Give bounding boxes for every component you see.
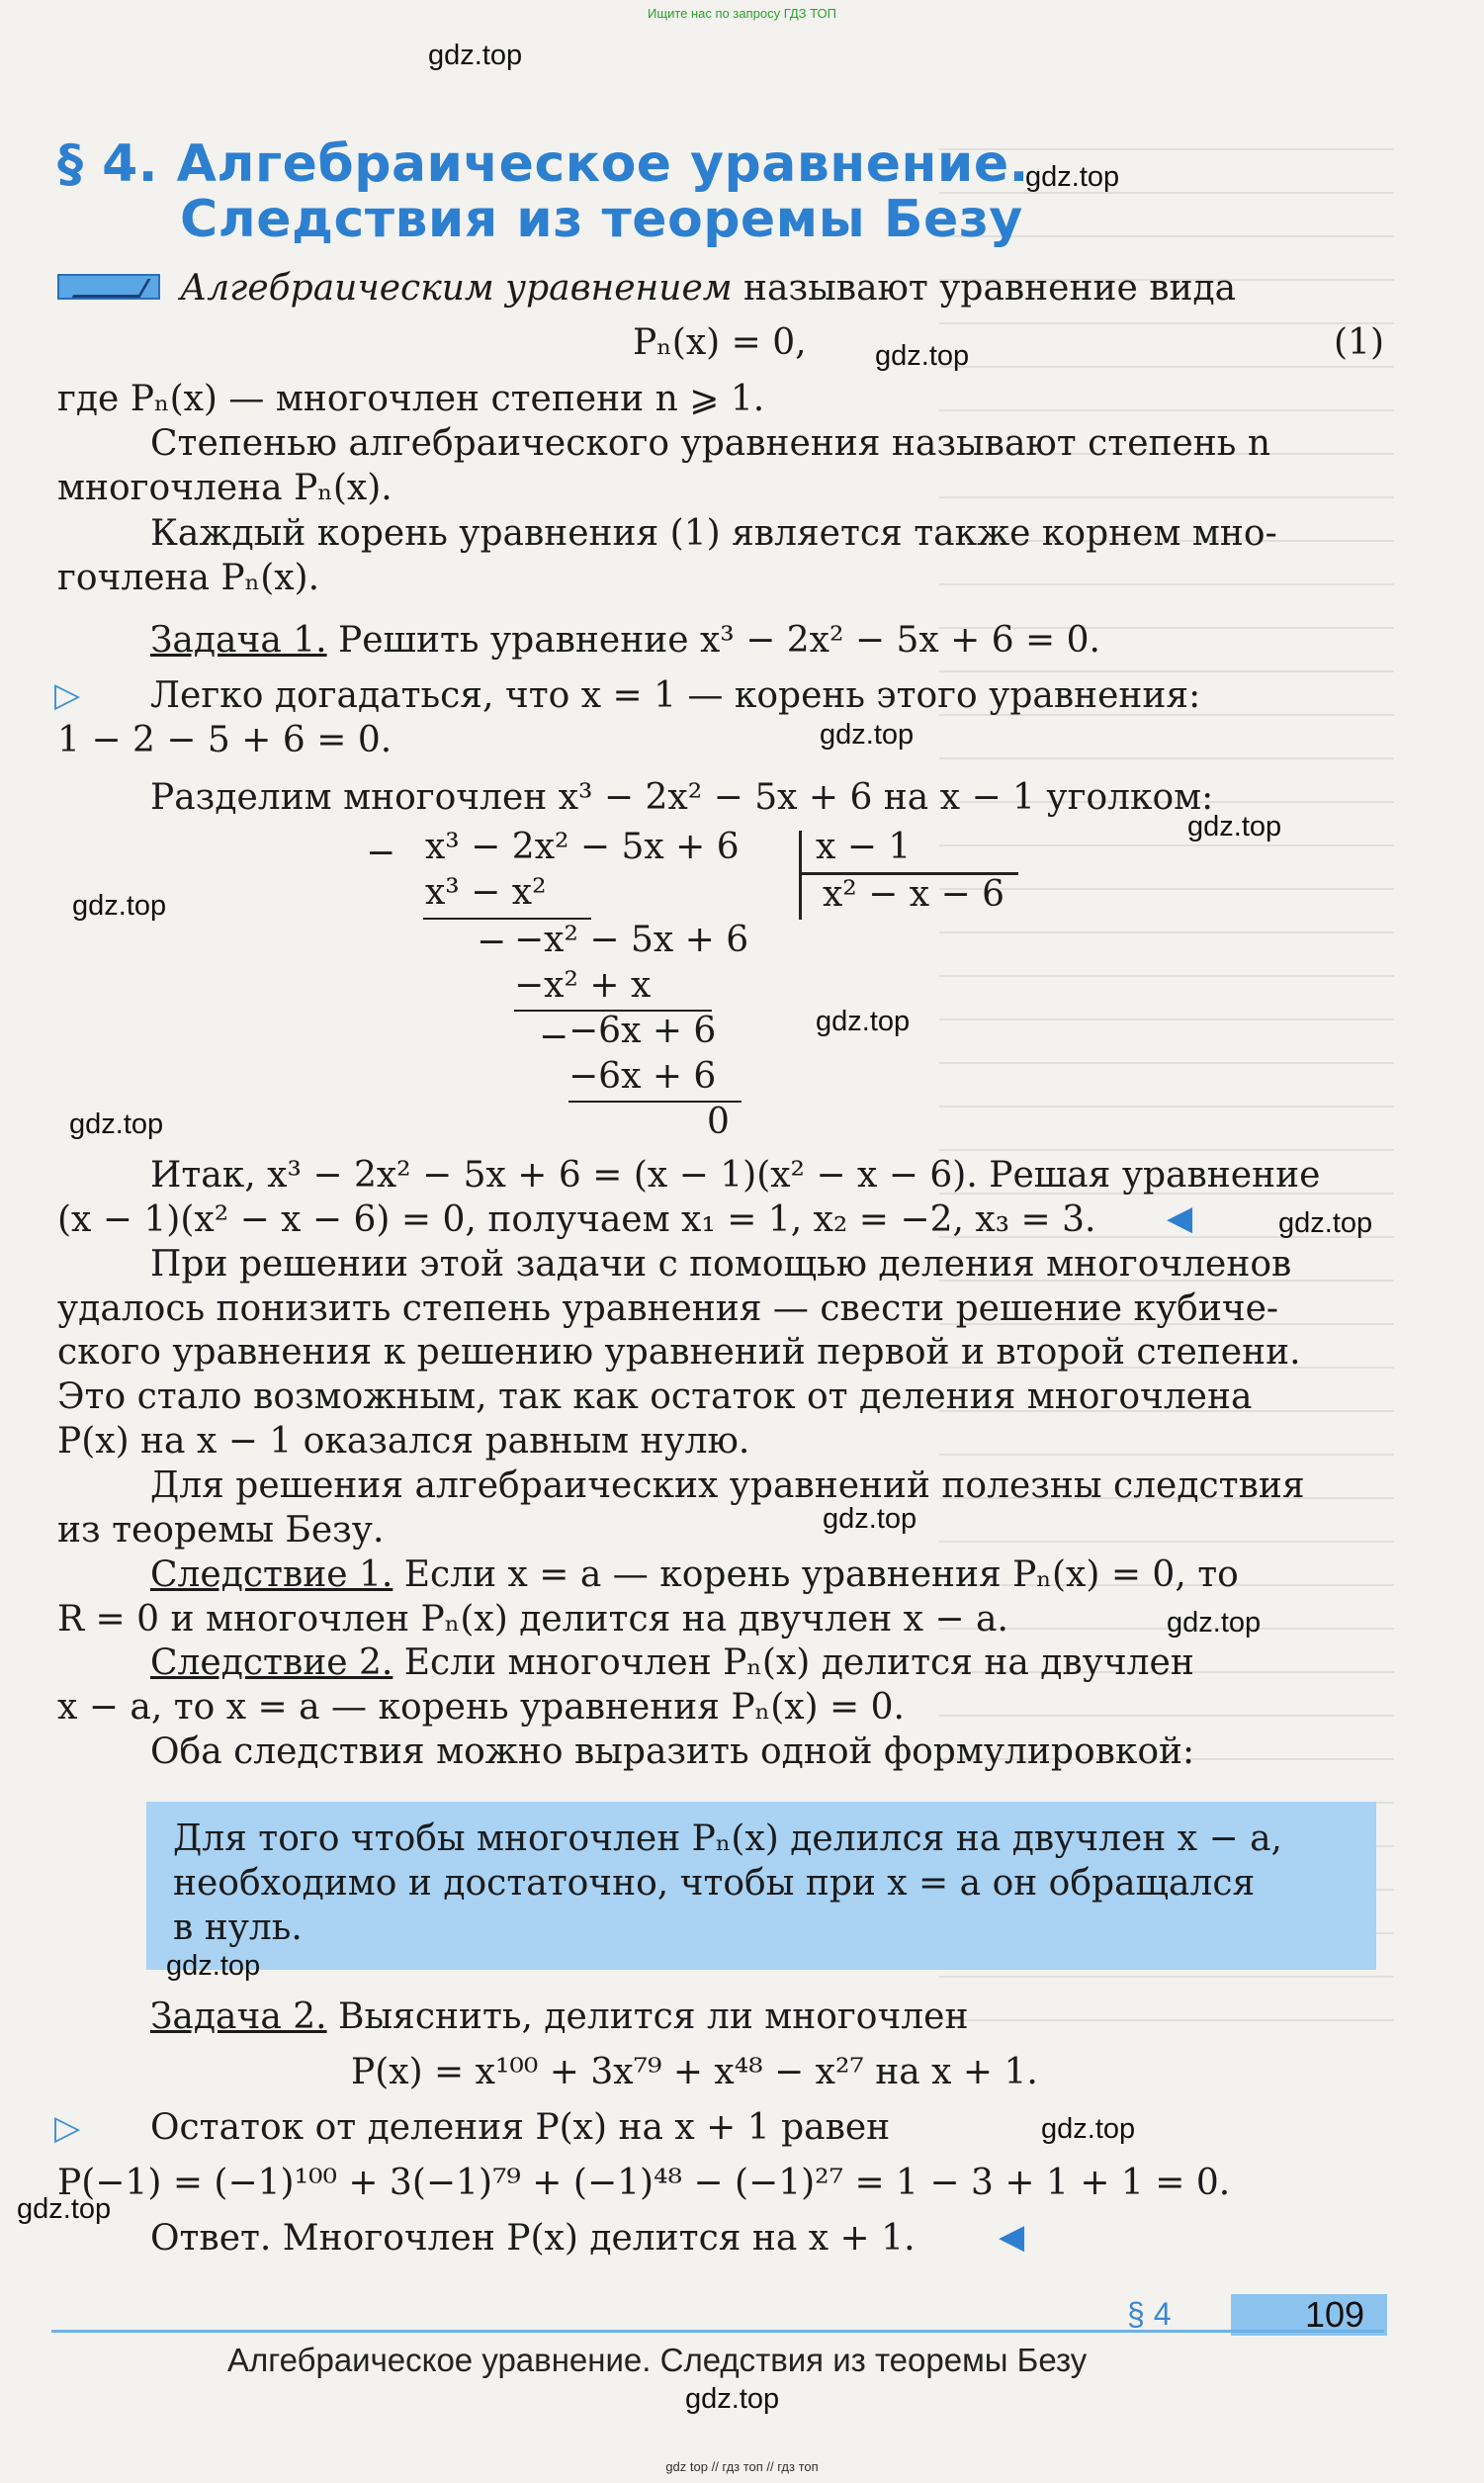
division-remainder-1: −x² − 5x + 6	[514, 920, 749, 960]
watermark: gdz.top	[816, 1006, 911, 1037]
division-minus-1: −	[366, 833, 396, 873]
watermark: gdz.top	[428, 40, 523, 71]
definition-rest: называют уравнение вида	[732, 268, 1237, 309]
paragraph-line-4: Это стало возможным, так как остаток от деления многочлена	[57, 1376, 1253, 1417]
watermark: gdz.top	[17, 2193, 112, 2225]
division-divisor: x − 1	[816, 827, 912, 867]
division-step-1: x³ − x²	[425, 872, 547, 913]
consequences-line-2: из теоремы Безу.	[57, 1510, 385, 1551]
watermark: gdz.top	[69, 1108, 164, 1140]
solution-2-start-marker: ▷	[54, 2108, 81, 2148]
corollary-1	[150, 1553, 1384, 1597]
highlight-line-2: необходимо и достаточно, чтобы при x = a он обращался	[173, 1863, 1256, 1904]
equation-1: Pₙ(x) = 0,	[633, 322, 807, 363]
both-corollaries-line: Оба следствия можно выразить одной формулировкой:	[150, 1731, 1195, 1772]
watermark: gdz.top	[1167, 1607, 1262, 1639]
page-title	[57, 136, 1029, 247]
solution-start-marker: ▷	[54, 675, 81, 715]
guess-line-2: 1 − 2 − 5 + 6 = 0.	[57, 720, 393, 760]
watermark: gdz.top	[685, 2383, 780, 2415]
paragraph-line-5: P(x) на x − 1 оказался равным нулю.	[57, 1421, 750, 1462]
where-line: где Pₙ(x) — многочлен степени n ⩾ 1.	[57, 379, 765, 419]
page-number: 109	[1305, 2294, 1365, 2335]
solution-2-end-marker: ◀	[999, 2217, 1025, 2257]
watermark: gdz.top	[166, 1950, 261, 1982]
watermark: gdz.top	[1187, 811, 1282, 842]
consequences-line-1: Для решения алгебраических уравнений полезны следствия	[150, 1465, 1305, 1506]
division-minus-3: −	[539, 1017, 569, 1057]
bottom-watermark-note: gdz top // гдз топ // гдз топ	[665, 2459, 819, 2474]
corollary-1-label: Следствие 1.	[150, 1554, 393, 1595]
paragraph-line-2: удалось понизить степень уравнения — свести решение кубиче-	[57, 1288, 1279, 1329]
division-step-2: −x² + x	[514, 965, 652, 1006]
section-number: § 4.	[57, 134, 159, 194]
task-2-label: Задача 2.	[150, 1996, 327, 2037]
remainder-line-2: P(−1) = (−1)¹⁰⁰ + 3(−1)⁷⁹ + (−1)⁴⁸ − (−1)²⁷ = 1 − 3 + 1 + 1 = 0.	[57, 2163, 1231, 2203]
paragraph-line-3: ского уравнения к решению уравнений первой и второй степени.	[57, 1332, 1301, 1373]
root-line-1: Каждый корень уравнения (1) является также корнем мно-	[150, 513, 1277, 554]
title-line-2: Следствия из теоремы Безу	[180, 190, 1023, 249]
itak-line-2: (x − 1)(x² − x − 6) = 0, получаем x₁ = 1, x₂ = −2, x₃ = 3.	[57, 1199, 1096, 1240]
remainder-line-1: Остаток от деления P(x) на x + 1 равен	[150, 2107, 891, 2148]
corollary-1-text: Если x = a — корень уравнения Pₙ(x) = 0, то	[393, 1554, 1239, 1595]
corollary-2-text: Если многочлен Pₙ(x) делится на двучлен	[393, 1642, 1194, 1683]
title-line-1: Алгебраическое уравнение.	[176, 134, 1029, 194]
long-division	[366, 827, 1058, 1147]
definition-term: Алгебраическим уравнением	[180, 268, 733, 309]
guess-line-1: Легко догадаться, что x = 1 — корень этого уравнения:	[150, 675, 1201, 716]
footer-title: Алгебраическое уравнение. Следствия из теоремы Безу	[227, 2342, 1088, 2378]
watermark: gdz.top	[823, 1503, 917, 1535]
division-remainder-2: −6x + 6	[568, 1011, 717, 1051]
corollary-2-label: Следствие 2.	[150, 1642, 393, 1683]
corollary-2	[150, 1641, 1384, 1685]
division-minus-2: −	[477, 922, 507, 962]
division-dividend: x³ − 2x² − 5x + 6	[425, 827, 740, 867]
division-quotient: x² − x − 6	[823, 874, 1005, 915]
highlight-line-3: в нуль.	[173, 1907, 303, 1948]
task-1-text: Решить уравнение x³ − 2x² − 5x + 6 = 0.	[326, 620, 1100, 661]
task-1-label: Задача 1.	[150, 620, 327, 661]
task-2	[150, 1995, 1384, 2039]
answer-line: Ответ. Многочлен P(x) делится на x + 1.	[150, 2218, 916, 2259]
footer-rule	[51, 2330, 1384, 2333]
solution-end-marker: ◀	[1167, 1198, 1193, 1238]
top-watermark-note: Ищите нас по запросу ГДЗ ТОП	[648, 6, 836, 21]
watermark: gdz.top	[1278, 1207, 1373, 1239]
watermark: gdz.top	[72, 890, 167, 922]
division-vertical-bar	[799, 831, 802, 920]
root-line-2: гочлена Pₙ(x).	[57, 558, 320, 598]
watermark: gdz.top	[1025, 161, 1120, 193]
corollary-1-line-2: R = 0 и многочлен Pₙ(x) делится на двучлен x − a.	[57, 1599, 1008, 1640]
definition-line	[180, 267, 1384, 310]
itak-line-1: Итак, x³ − 2x² − 5x + 6 = (x − 1)(x² − x − 6). Решая уравнение	[150, 1155, 1321, 1196]
degree-line-2: многочлена Pₙ(x).	[57, 468, 393, 508]
definition-icon	[57, 274, 160, 300]
highlight-line-1: Для того чтобы многочлен Pₙ(x) делился на двучлен x − a,	[173, 1818, 1282, 1859]
task-2-text: Выяснить, делится ли многочлен	[326, 1996, 969, 2037]
footer-section: § 4	[1127, 2296, 1172, 2332]
paragraph-line-1: При решении этой задачи с помощью деления многочленов	[150, 1244, 1292, 1285]
corollary-2-line-2: x − a, то x = a — корень уравнения Pₙ(x) = 0.	[57, 1687, 905, 1728]
divide-line: Разделим многочлен x³ − 2x² − 5x + 6 на x − 1 уголком:	[150, 777, 1214, 818]
degree-line-1: Степенью алгебраического уравнения называют степень n	[150, 423, 1271, 464]
task-1	[150, 619, 1384, 663]
task-2-equation: P(x) = x¹⁰⁰ + 3x⁷⁹ + x⁴⁸ − x²⁷ на x + 1.	[351, 2052, 1038, 2092]
division-step-3: −6x + 6	[568, 1056, 717, 1097]
division-remainder-final: 0	[707, 1102, 730, 1142]
watermark: gdz.top	[875, 340, 970, 372]
watermark: gdz.top	[820, 719, 915, 751]
watermark: gdz.top	[1041, 2113, 1136, 2145]
equation-1-number: (1)	[1334, 322, 1384, 363]
